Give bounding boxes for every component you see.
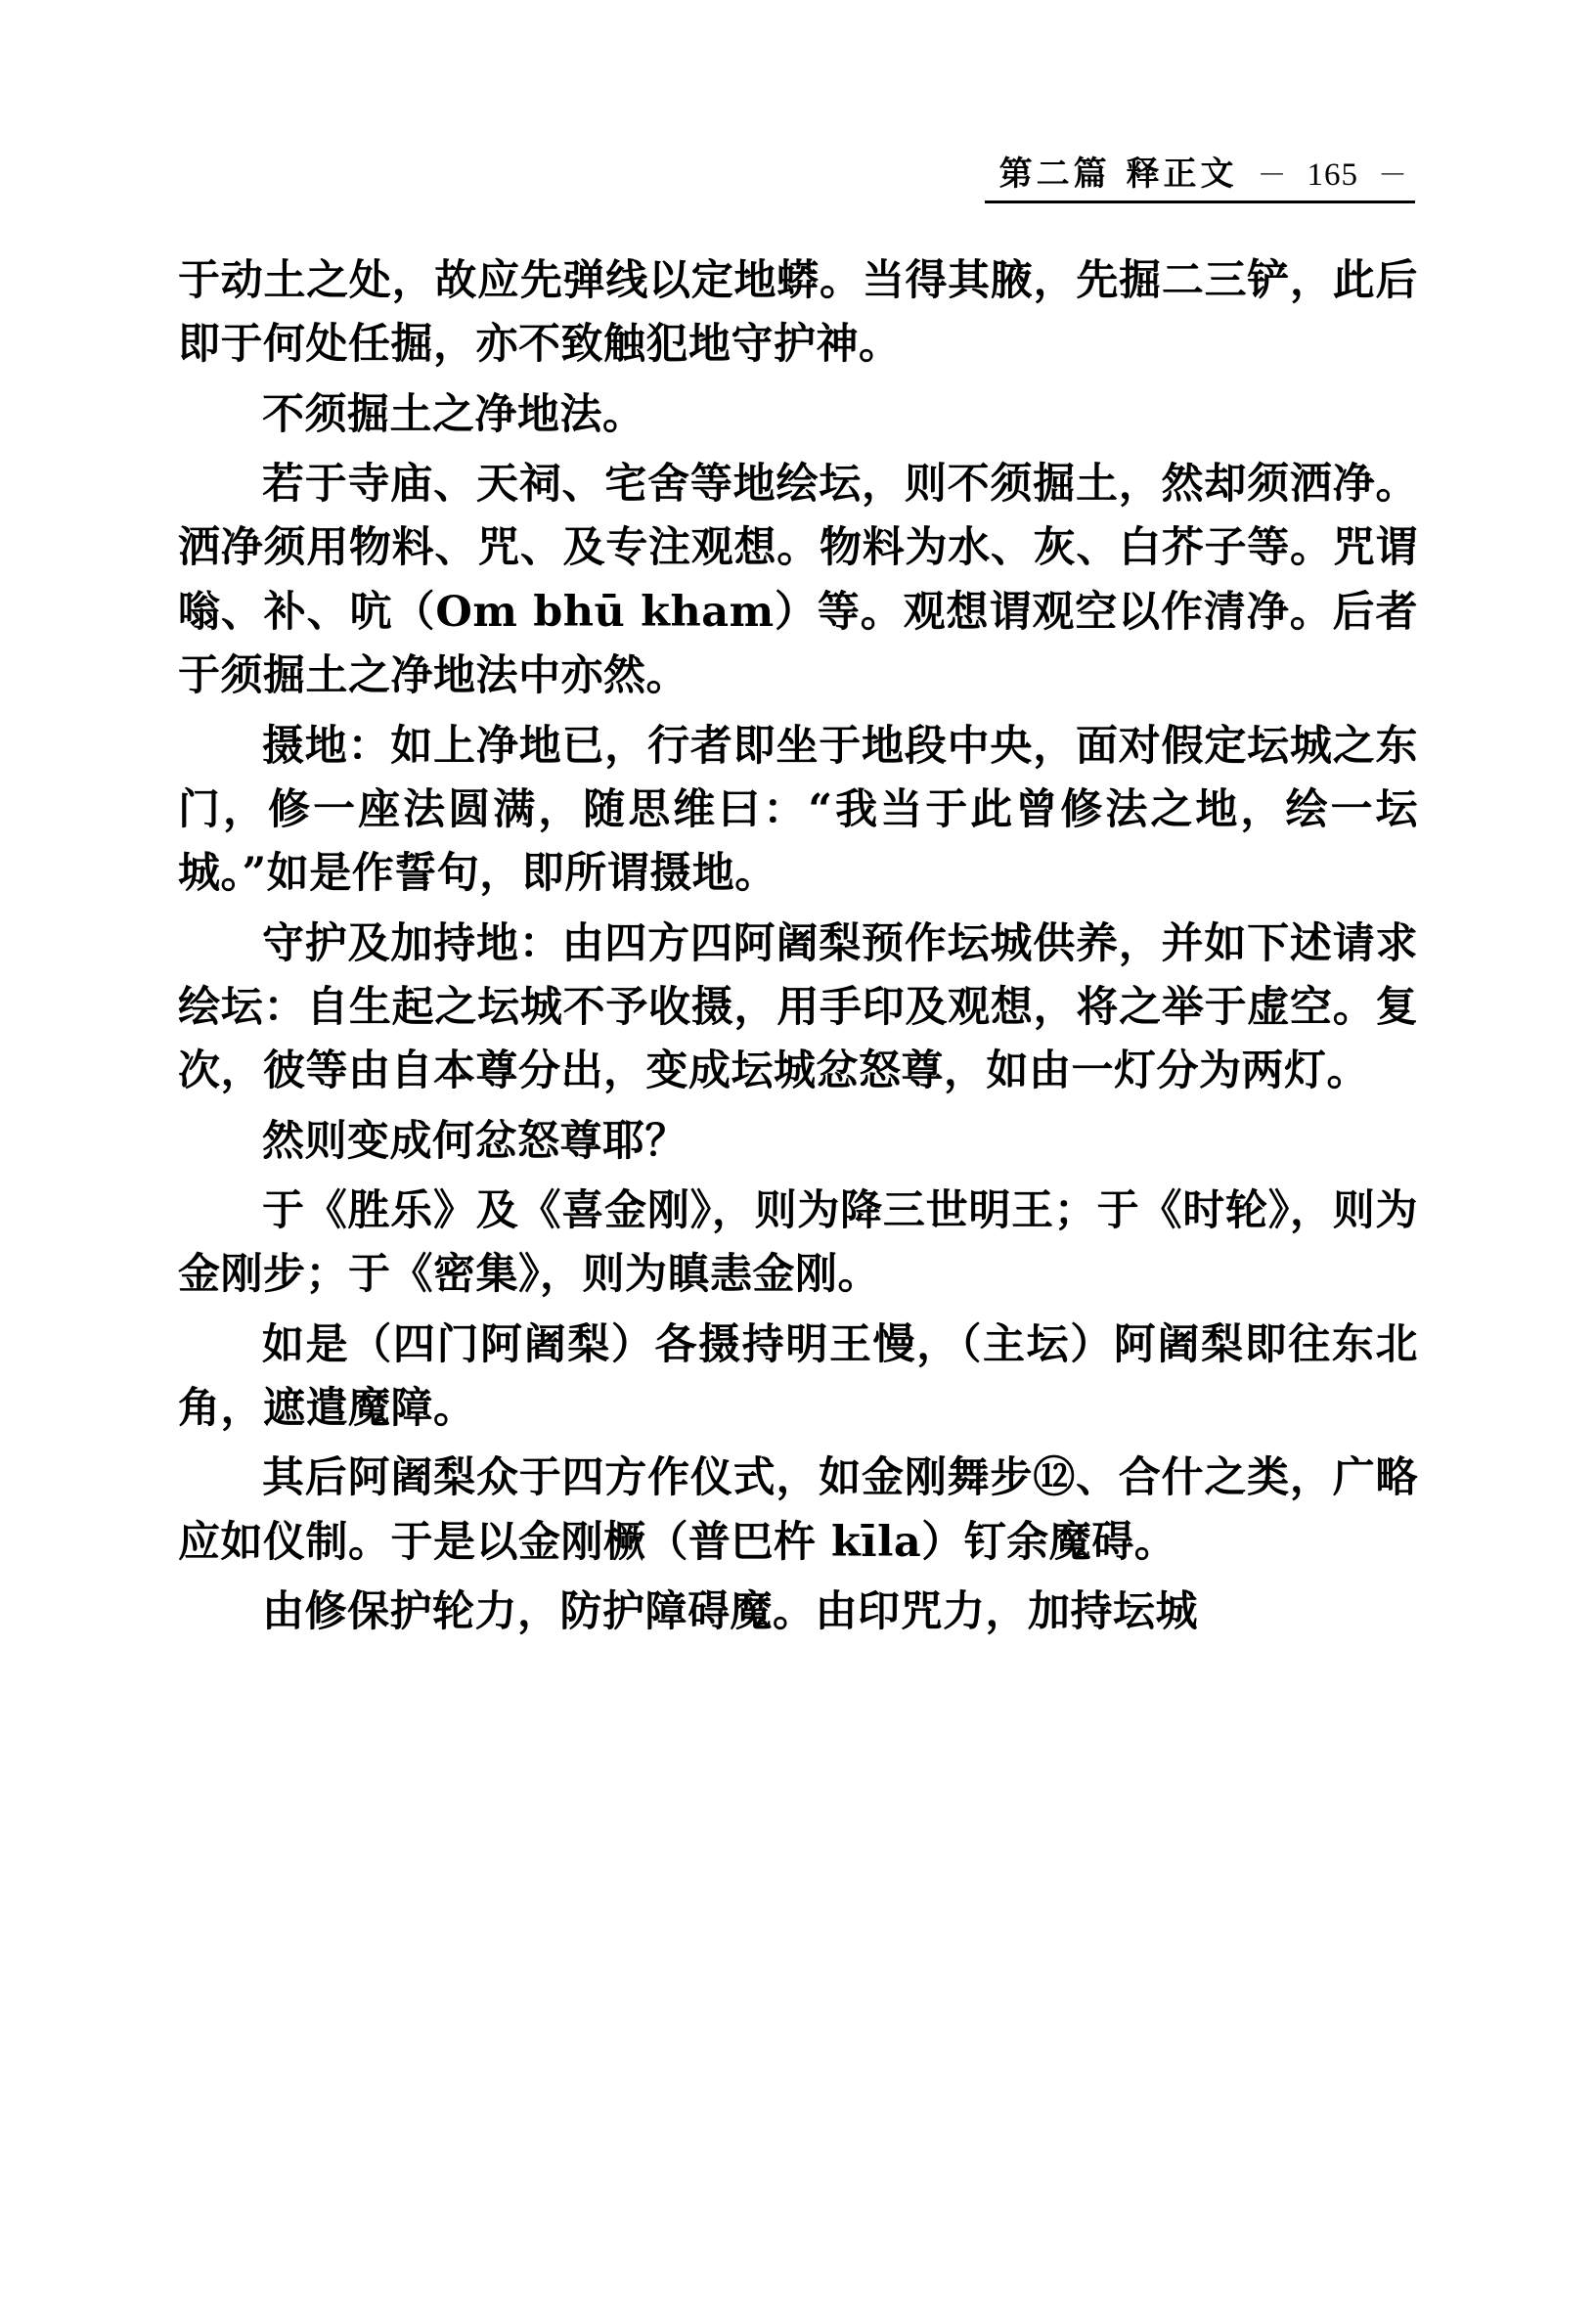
paragraph-7: 于《胜乐》及《喜金刚》，则为降三世明王；于《时轮》，则为金刚步；于《密集》，则为瞋恚金刚。 (178, 1186, 1418, 1300)
paragraph-8: 如是（四门阿阇梨）各摄持明王慢，（主坛）阿阇梨即往东北角，遮遣魔障。 (178, 1319, 1418, 1434)
header-dash-left: － (1257, 158, 1288, 193)
paragraph-3: 若于寺庙、天祠、宅舍等地绘坛，则不须掘土，然却须洒净。洒净须用物料、咒、及专注观想。物料为水、灰、白芥子等。咒谓嗡、补、吭（Om bhū kham）等。观想谓观空以作清净。后者于须掘土之净地法中亦然。 (178, 460, 1418, 701)
paragraph-1: 于动土之处，故应先弹线以定地蟒。当得其腋，先掘二三铲，此后即于何处任掘，亦不致触犯地守护神。 (178, 256, 1418, 370)
body-text (178, 249, 1418, 1651)
paragraph-9: 其后阿阇梨众于四方作仪式，如金刚舞步⑫、合什之类，广略应如仪制。于是以金刚橛（普巴杵 kīla）钉余魔碍。 (178, 1453, 1418, 1567)
page-number: 165 (1307, 157, 1358, 193)
paragraph-4: 摄地：如上净地已，行者即坐于地段中央，面对假定坛城之东门，修一座法圆满，随思维曰：“我当于此曾修法之地，绘一坛城。”如是作誓句，即所谓摄地。 (178, 721, 1418, 899)
header-divider (985, 201, 1415, 203)
paragraph-5: 守护及加持地：由四方四阿阇梨预作坛城供养，并如下述请求绘坛：自生起之坛城不予收摄，用手印及观想，将之举于虚空。复次，彼等由自本尊分出，变成坛城忿怒尊，如由一灯分为两灯。 (178, 918, 1418, 1096)
header-dash-right: － (1378, 158, 1408, 193)
paragraph-6: 然则变成何忿怒尊耶？ (262, 1116, 687, 1166)
paragraph-10: 由修保护轮力，防护障碍魔。由印咒力，加持坛城 (262, 1587, 1198, 1637)
page-header (999, 147, 1410, 195)
header-chapter-title: 第二篇 释正文 (998, 155, 1238, 194)
paragraph-2: 不须掘土之净地法。 (262, 389, 645, 439)
